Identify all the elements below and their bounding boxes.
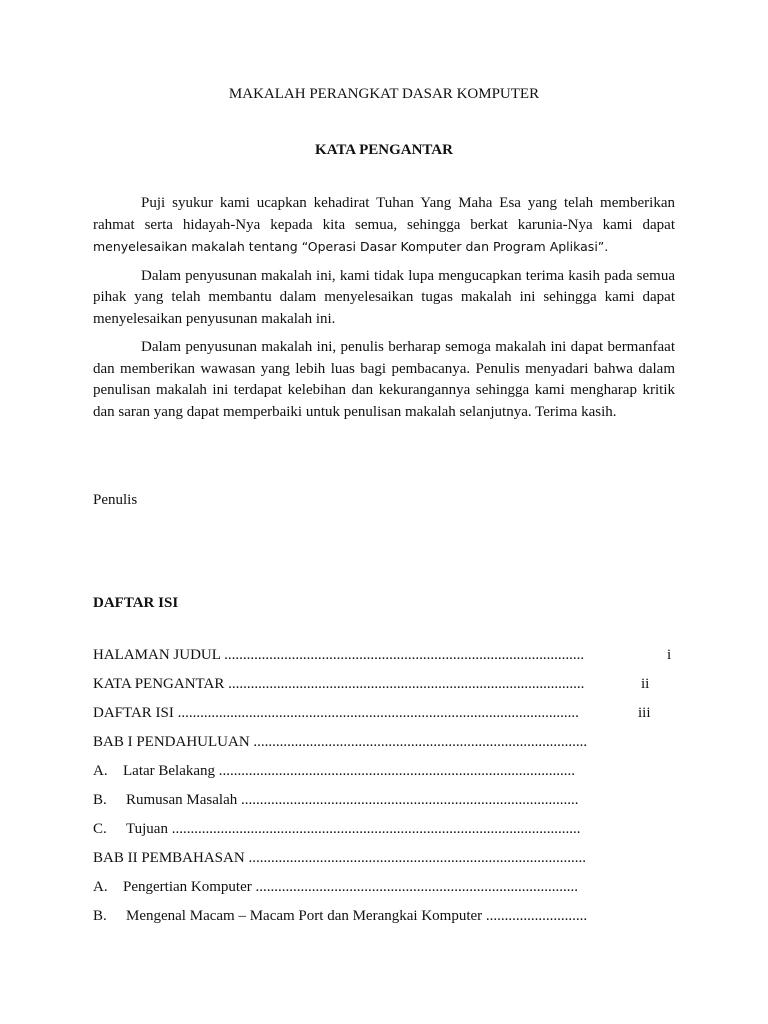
toc-entry	[93, 705, 673, 734]
toc-entry-label: KATA PENGANTAR	[93, 676, 229, 692]
toc-entry-page: i	[667, 647, 672, 663]
toc-entry	[93, 734, 673, 763]
toc-entry-text	[93, 879, 578, 896]
toc-entry	[93, 879, 673, 908]
toc-entry-dots: ...........................	[485, 908, 588, 924]
toc-entry	[93, 850, 673, 879]
toc-entry	[93, 676, 673, 705]
toc-entry-text	[93, 647, 584, 664]
toc-entry	[93, 763, 673, 792]
toc-entry-dots: ......................................................................................	[255, 879, 578, 895]
toc-entry-text	[93, 821, 580, 838]
toc-entry-dots: ..........................................................................................	[240, 792, 579, 808]
toc-entry-number: C.	[93, 821, 107, 837]
toc-entry-dots: ...............................................................................................	[228, 676, 585, 692]
section-heading-kata-pengantar: KATA PENGANTAR	[315, 142, 453, 158]
preface-paragraph-3: Dalam penyusunan makalah ini, penulis berharap semoga makalah ini dapat bermanfaat dan memberikan wawasan yang lebih luas bagi pembacanya. Penulis menyadari bahwa dalam penulisan makalah ini terdapat kelebihan dan kekurangannya sehingga kami mengharap kritik dan saran yang dapat memperbaiki untuk penulisan makalah selanjutnya. Terima kasih.	[93, 339, 675, 420]
table-of-contents	[93, 647, 673, 937]
toc-entry-dots: ...........................................................................................................	[177, 705, 579, 721]
toc-entry-text	[93, 676, 584, 693]
toc-entry-label: Rumusan Masalah	[126, 792, 241, 808]
document-title: MAKALAH PERANGKAT DASAR KOMPUTER	[228, 86, 540, 102]
toc-entry-dots: ................................................................................................	[224, 647, 585, 663]
toc-entry-number: B.	[93, 908, 107, 924]
preface-paragraph-1-text: Puji syukur kami ucapkan kehadirat Tuhan Yang Maha Esa yang telah memberikan rahmat serta hidayah-Nya kepada kita semua, sehingga berkat karunia-Nya kami dapat	[93, 195, 675, 233]
toc-entry-number: A.	[93, 879, 108, 895]
preface-paragraph-2: Dalam penyusunan makalah ini, kami tidak lupa mengucapkan terima kasih pada semua pihak yang telah membantu dalam menyelesaikan tugas makalah ini sehingga kami dapat menyelesaikan penyusunan makalah ini.	[93, 267, 675, 327]
toc-entry-text	[93, 734, 587, 751]
toc-entry-dots: ...............................................................................................	[218, 763, 576, 779]
toc-entry-dots: .............................................................................................................	[171, 821, 581, 837]
toc-entry-label: HALAMAN JUDUL	[93, 647, 225, 663]
preface-body	[93, 193, 675, 430]
toc-entry-label: Pengertian Komputer	[123, 879, 256, 895]
toc-entry-page: iii	[638, 705, 651, 721]
toc-entry-label: DAFTAR ISI	[93, 705, 178, 721]
toc-entry-label: Mengenal Macam – Macam Port dan Merangkai Komputer	[126, 908, 486, 924]
toc-entry-text	[93, 908, 587, 925]
toc-entry-number: B.	[93, 792, 107, 808]
toc-entry-dots: ..........................................................................................	[248, 850, 586, 866]
toc-entry-page: ii	[641, 676, 650, 692]
toc-entry-dots: .........................................................................................	[253, 734, 588, 750]
toc-entry	[93, 792, 673, 821]
toc-entry-text	[93, 792, 578, 809]
toc-entry-text	[93, 705, 579, 722]
toc-entry-label: Latar Belakang	[123, 763, 219, 779]
toc-entry-text	[93, 763, 575, 780]
toc-entry-label: BAB I PENDAHULUAN	[93, 734, 254, 750]
toc-entry	[93, 821, 673, 850]
preface-paragraph-1-tail: menyelesaikan makalah tentang “Operasi Dasar Komputer dan Program Aplikasi”.	[93, 239, 609, 254]
signature-label: Penulis	[93, 492, 138, 508]
toc-entry-text	[93, 850, 586, 867]
toc-entry	[93, 908, 673, 937]
toc-entry-label: Tujuan	[126, 821, 172, 837]
toc-entry-label: BAB II PEMBAHASAN	[93, 850, 249, 866]
toc-entry-number: A.	[93, 763, 108, 779]
toc-entry	[93, 647, 673, 676]
preface-paragraph-1	[93, 193, 675, 259]
section-heading-daftar-isi: DAFTAR ISI	[93, 595, 179, 611]
